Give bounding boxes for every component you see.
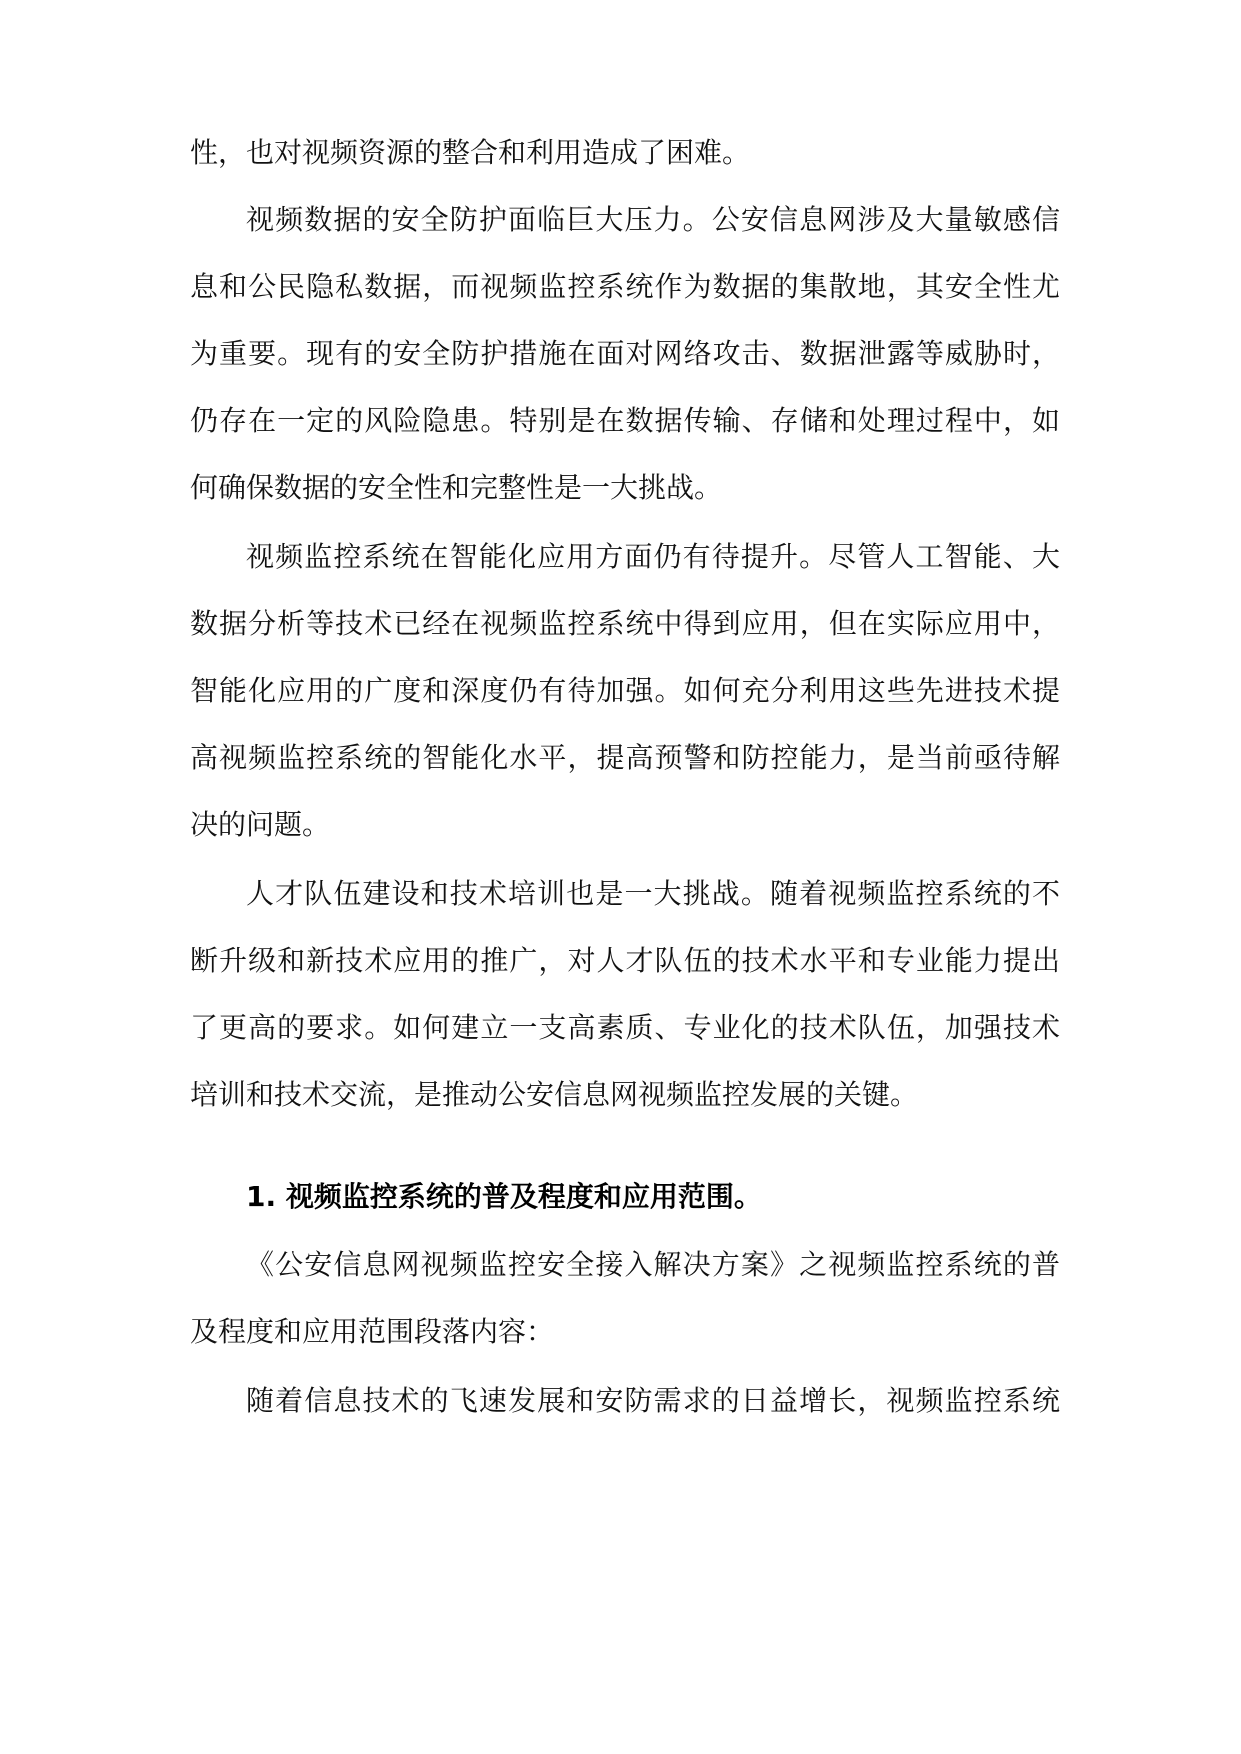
paragraph-line: 人才队伍建设和技术培训也是一大挑战。随着视频监控系统的不: [246, 877, 1060, 910]
paragraph-line: 息和公民隐私数据，而视频监控系统作为数据的集散地，其安全性尤: [190, 270, 1060, 303]
paragraph-line: 为重要。现有的安全防护措施在面对网络攻击、数据泄露等威胁时，: [190, 337, 1060, 370]
paragraph-line: 数据分析等技术已经在视频监控系统中得到应用，但在实际应用中，: [190, 607, 1060, 640]
paragraph-line: 了更高的要求。如何建立一支高素质、专业化的技术队伍，加强技术: [190, 1011, 1060, 1044]
paragraph-line: 决的问题。: [190, 808, 331, 841]
paragraph-line: 性，也对视频资源的整合和利用造成了困难。: [190, 136, 751, 169]
paragraph-line: 《公安信息网视频监控安全接入解决方案》之视频监控系统的普: [246, 1248, 1060, 1281]
paragraph-line: 培训和技术交流，是推动公安信息网视频监控发展的关键。: [190, 1078, 919, 1111]
paragraph-line: 何确保数据的安全性和完整性是一大挑战。: [190, 471, 723, 504]
section-heading: 1. 视频监控系统的普及程度和应用范围。: [246, 1180, 762, 1213]
paragraph-line: 视频监控系统在智能化应用方面仍有待提升。尽管人工智能、大: [246, 540, 1060, 573]
paragraph-line: 高视频监控系统的智能化水平，提高预警和防控能力，是当前亟待解: [190, 741, 1060, 774]
paragraph-line: 断升级和新技术应用的推广，对人才队伍的技术水平和专业能力提出: [190, 944, 1060, 977]
paragraph-line: 及程度和应用范围段落内容：: [190, 1315, 555, 1348]
paragraph-line: 随着信息技术的飞速发展和安防需求的日益增长，视频监控系统: [246, 1384, 1060, 1417]
paragraph-line: 仍存在一定的风险隐患。特别是在数据传输、存储和处理过程中，如: [190, 404, 1060, 437]
paragraph-line: 视频数据的安全防护面临巨大压力。公安信息网涉及大量敏感信: [246, 203, 1060, 236]
paragraph-line: 智能化应用的广度和深度仍有待加强。如何充分利用这些先进技术提: [190, 674, 1060, 707]
